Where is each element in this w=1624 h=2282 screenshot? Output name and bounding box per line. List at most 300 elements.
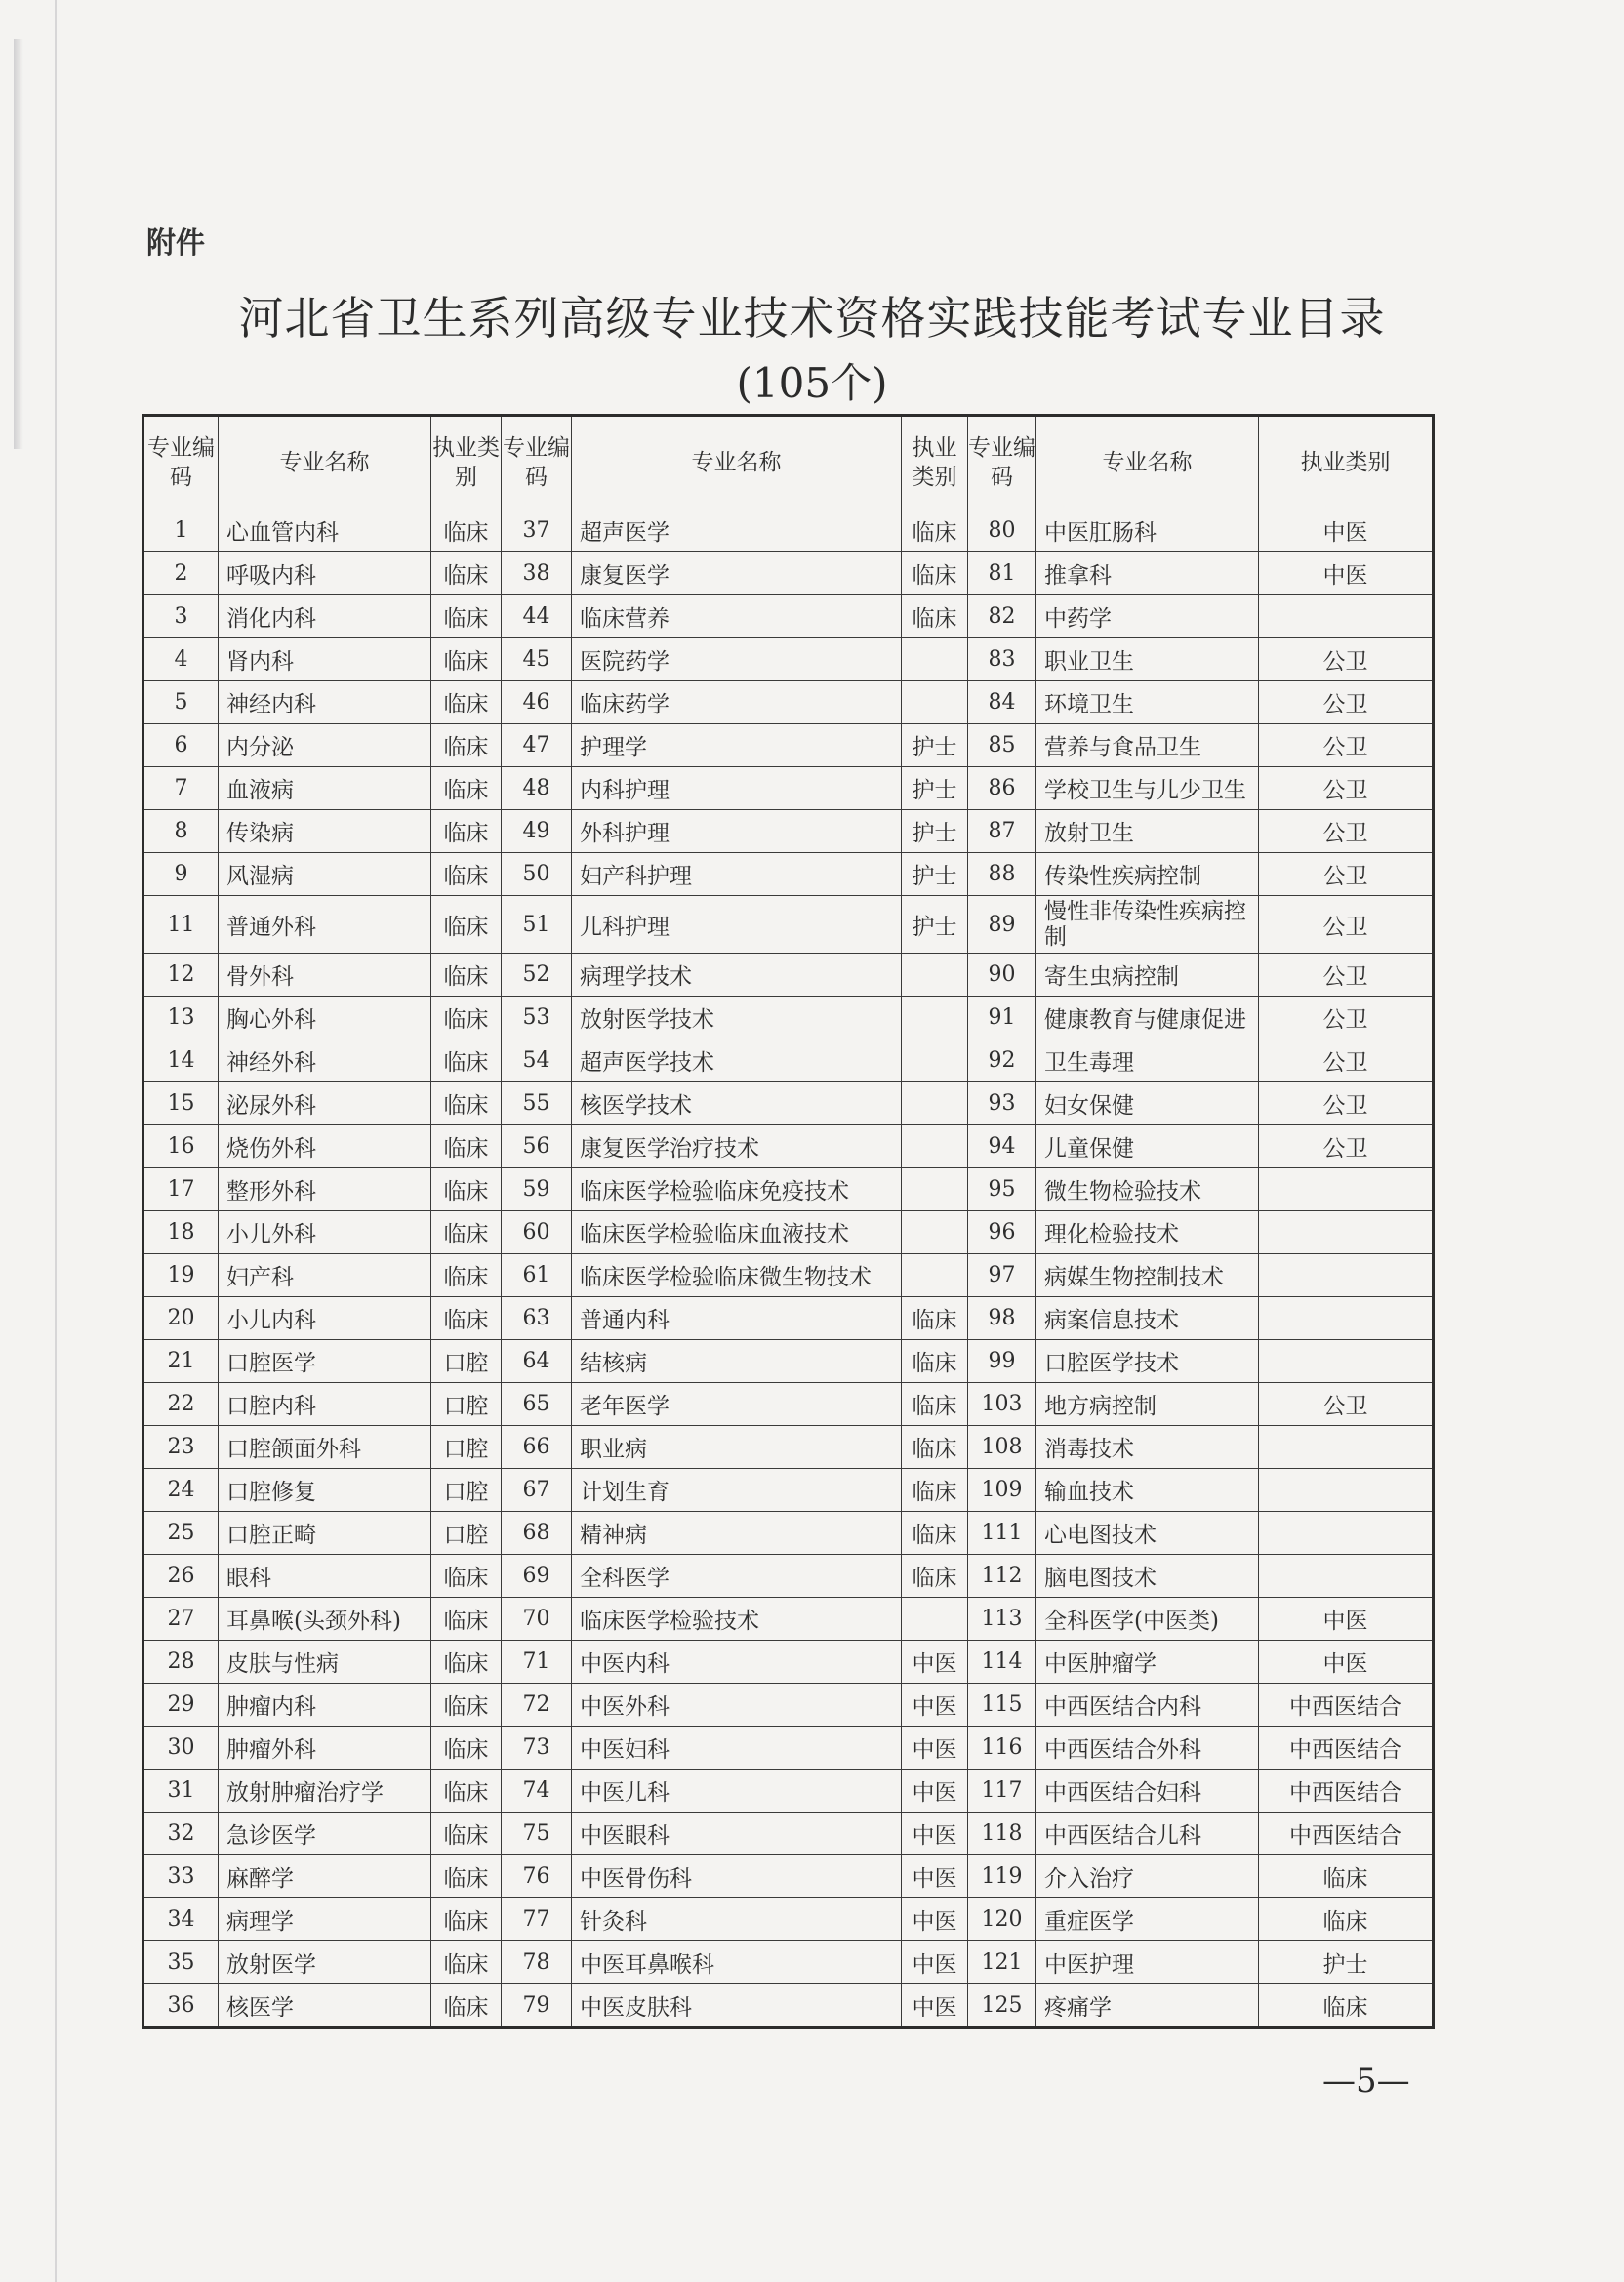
name-cell: 结核病: [572, 1340, 902, 1383]
document-subtitle: (105个): [736, 359, 888, 407]
type-cell: 公卫: [1259, 997, 1434, 1039]
code-cell: 86: [968, 767, 1036, 810]
code-cell: 25: [143, 1512, 219, 1555]
code-cell: 116: [968, 1727, 1036, 1770]
name-cell: 传染性疾病控制: [1036, 853, 1259, 896]
name-cell: 整形外科: [219, 1168, 431, 1211]
code-cell: 66: [502, 1426, 572, 1469]
name-cell: 职业病: [572, 1426, 902, 1469]
name-cell: 病案信息技术: [1036, 1297, 1259, 1340]
name-cell: 推拿科: [1036, 552, 1259, 595]
code-cell: 72: [502, 1684, 572, 1727]
type-cell: 临床: [431, 896, 502, 954]
name-cell: 消化内科: [219, 595, 431, 638]
name-cell: 放射医学技术: [572, 997, 902, 1039]
table-row: [143, 1641, 1434, 1684]
type-cell: 临床: [431, 954, 502, 997]
type-cell: 护士: [1259, 1941, 1434, 1984]
code-cell: 21: [143, 1340, 219, 1383]
type-cell: 中医: [902, 1898, 968, 1941]
name-cell: 中医肿瘤学: [1036, 1641, 1259, 1684]
type-cell: 公卫: [1259, 1082, 1434, 1125]
code-cell: 32: [143, 1813, 219, 1855]
type-cell: 中医: [902, 1813, 968, 1855]
attachment-label: 附件: [146, 226, 205, 261]
code-cell: 74: [502, 1770, 572, 1813]
name-cell: 肿瘤内科: [219, 1684, 431, 1727]
code-cell: 93: [968, 1082, 1036, 1125]
header-code: 专业编码: [143, 416, 219, 509]
type-cell: 临床: [431, 638, 502, 681]
type-cell: 中医: [902, 1727, 968, 1770]
code-cell: 13: [143, 997, 219, 1039]
table-row: [143, 1727, 1434, 1770]
type-cell: 中西医结合: [1259, 1813, 1434, 1855]
type-cell: [1259, 1297, 1434, 1340]
type-cell: [1259, 595, 1434, 638]
name-cell: 妇产科: [219, 1254, 431, 1297]
table-row: [143, 1684, 1434, 1727]
name-cell: 外科护理: [572, 810, 902, 853]
type-cell: 临床: [1259, 1898, 1434, 1941]
name-cell: 康复医学: [572, 552, 902, 595]
table-row: [143, 1512, 1434, 1555]
code-cell: 22: [143, 1383, 219, 1426]
code-cell: 3: [143, 595, 219, 638]
type-cell: [1259, 1254, 1434, 1297]
code-cell: 8: [143, 810, 219, 853]
table-row: [143, 853, 1434, 896]
table-row: [143, 1984, 1434, 2028]
code-cell: 54: [502, 1039, 572, 1082]
name-cell: 内科护理: [572, 767, 902, 810]
code-cell: 23: [143, 1426, 219, 1469]
code-cell: 19: [143, 1254, 219, 1297]
code-cell: 76: [502, 1855, 572, 1898]
type-cell: 临床: [431, 853, 502, 896]
code-cell: 85: [968, 724, 1036, 767]
name-cell: 中西医结合妇科: [1036, 1770, 1259, 1813]
type-cell: 中医: [1259, 1641, 1434, 1684]
code-cell: 61: [502, 1254, 572, 1297]
table-row: [143, 954, 1434, 997]
code-cell: 118: [968, 1813, 1036, 1855]
code-cell: 92: [968, 1039, 1036, 1082]
header-code-2: 专业编码: [502, 416, 572, 509]
name-cell: 呼吸内科: [219, 552, 431, 595]
type-cell: 护士: [902, 724, 968, 767]
code-cell: 51: [502, 896, 572, 954]
type-cell: [902, 1254, 968, 1297]
code-cell: 89: [968, 896, 1036, 954]
type-cell: 护士: [902, 810, 968, 853]
code-cell: 119: [968, 1855, 1036, 1898]
name-cell: 老年医学: [572, 1383, 902, 1426]
name-cell: 疼痛学: [1036, 1984, 1259, 2028]
type-cell: 口腔: [431, 1426, 502, 1469]
type-cell: 公卫: [1259, 638, 1434, 681]
type-cell: [902, 1125, 968, 1168]
code-cell: 9: [143, 853, 219, 896]
name-cell: 环境卫生: [1036, 681, 1259, 724]
name-cell: 肿瘤外科: [219, 1727, 431, 1770]
type-cell: 中医: [902, 1684, 968, 1727]
name-cell: 烧伤外科: [219, 1125, 431, 1168]
header-name: 专业名称: [219, 416, 431, 509]
type-cell: 公卫: [1259, 1039, 1434, 1082]
name-cell: 血液病: [219, 767, 431, 810]
code-cell: 79: [502, 1984, 572, 2028]
code-cell: 95: [968, 1168, 1036, 1211]
name-cell: 微生物检验技术: [1036, 1168, 1259, 1211]
code-cell: 111: [968, 1512, 1036, 1555]
name-cell: 病媒生物控制技术: [1036, 1254, 1259, 1297]
type-cell: 临床: [902, 1469, 968, 1512]
code-cell: 45: [502, 638, 572, 681]
code-cell: 113: [968, 1598, 1036, 1641]
name-cell: 心电图技术: [1036, 1512, 1259, 1555]
type-cell: 公卫: [1259, 1383, 1434, 1426]
type-cell: 护士: [902, 896, 968, 954]
code-cell: 27: [143, 1598, 219, 1641]
name-cell: 急诊医学: [219, 1813, 431, 1855]
name-cell: 放射卫生: [1036, 810, 1259, 853]
name-cell: 胸心外科: [219, 997, 431, 1039]
name-cell: 中医妇科: [572, 1727, 902, 1770]
name-cell: 麻醉学: [219, 1855, 431, 1898]
code-cell: 77: [502, 1898, 572, 1941]
code-cell: 94: [968, 1125, 1036, 1168]
name-cell: 中药学: [1036, 595, 1259, 638]
code-cell: 53: [502, 997, 572, 1039]
code-cell: 30: [143, 1727, 219, 1770]
name-cell: 病理学技术: [572, 954, 902, 997]
name-cell: 骨外科: [219, 954, 431, 997]
name-cell: 儿科护理: [572, 896, 902, 954]
table-row: [143, 681, 1434, 724]
name-cell: 地方病控制: [1036, 1383, 1259, 1426]
name-cell: 介入治疗: [1036, 1855, 1259, 1898]
code-cell: 90: [968, 954, 1036, 997]
type-cell: 中医: [902, 1984, 968, 2028]
table-row: [143, 1340, 1434, 1383]
table-header-row: [143, 416, 1434, 509]
name-cell: 肾内科: [219, 638, 431, 681]
name-cell: 消毒技术: [1036, 1426, 1259, 1469]
code-cell: 52: [502, 954, 572, 997]
type-cell: 口腔: [431, 1512, 502, 1555]
type-cell: 临床: [431, 552, 502, 595]
table-row: [143, 896, 1434, 954]
name-cell: 心血管内科: [219, 509, 431, 552]
header-type: 执业类别: [431, 416, 502, 509]
table-row: [143, 1898, 1434, 1941]
name-cell: 针灸科: [572, 1898, 902, 1941]
code-cell: 17: [143, 1168, 219, 1211]
name-cell: 中医皮肤科: [572, 1984, 902, 2028]
code-cell: 4: [143, 638, 219, 681]
name-cell: 输血技术: [1036, 1469, 1259, 1512]
code-cell: 99: [968, 1340, 1036, 1383]
name-cell: 口腔医学: [219, 1340, 431, 1383]
code-cell: 87: [968, 810, 1036, 853]
name-cell: 寄生虫病控制: [1036, 954, 1259, 997]
code-cell: 69: [502, 1555, 572, 1598]
name-cell: 临床医学检验临床免疫技术: [572, 1168, 902, 1211]
type-cell: 中医: [1259, 552, 1434, 595]
type-cell: 临床: [431, 1898, 502, 1941]
code-cell: 68: [502, 1512, 572, 1555]
name-cell: 职业卫生: [1036, 638, 1259, 681]
type-cell: [902, 681, 968, 724]
code-cell: 82: [968, 595, 1036, 638]
code-cell: 20: [143, 1297, 219, 1340]
table-row: [143, 509, 1434, 552]
name-cell: 口腔内科: [219, 1383, 431, 1426]
table-row: [143, 1426, 1434, 1469]
type-cell: 公卫: [1259, 1125, 1434, 1168]
type-cell: 临床: [902, 552, 968, 595]
code-cell: 1: [143, 509, 219, 552]
name-cell: 理化检验技术: [1036, 1211, 1259, 1254]
name-cell: 耳鼻喉(头颈外科): [219, 1598, 431, 1641]
type-cell: 临床: [431, 1727, 502, 1770]
header-name-2: 专业名称: [572, 416, 902, 509]
type-cell: 临床: [902, 1297, 968, 1340]
name-cell: 神经外科: [219, 1039, 431, 1082]
code-cell: 31: [143, 1770, 219, 1813]
type-cell: [902, 1039, 968, 1082]
name-cell: 口腔修复: [219, 1469, 431, 1512]
type-cell: 护士: [902, 767, 968, 810]
code-cell: 2: [143, 552, 219, 595]
code-cell: 12: [143, 954, 219, 997]
name-cell: 普通内科: [572, 1297, 902, 1340]
type-cell: 临床: [1259, 1984, 1434, 2028]
table-row: [143, 1254, 1434, 1297]
code-cell: 35: [143, 1941, 219, 1984]
code-cell: 7: [143, 767, 219, 810]
type-cell: 临床: [902, 1340, 968, 1383]
type-cell: 公卫: [1259, 853, 1434, 896]
name-cell: 计划生育: [572, 1469, 902, 1512]
name-cell: 超声医学: [572, 509, 902, 552]
table-row: [143, 1125, 1434, 1168]
type-cell: 临床: [902, 1383, 968, 1426]
table-row: [143, 1211, 1434, 1254]
code-cell: 14: [143, 1039, 219, 1082]
code-cell: 114: [968, 1641, 1036, 1684]
table-row: [143, 1469, 1434, 1512]
code-cell: 121: [968, 1941, 1036, 1984]
name-cell: 临床药学: [572, 681, 902, 724]
name-cell: 脑电图技术: [1036, 1555, 1259, 1598]
code-cell: 112: [968, 1555, 1036, 1598]
name-cell: 超声医学技术: [572, 1039, 902, 1082]
code-cell: 115: [968, 1684, 1036, 1727]
code-cell: 75: [502, 1813, 572, 1855]
type-cell: 临床: [431, 1125, 502, 1168]
name-cell: 眼科: [219, 1555, 431, 1598]
name-cell: 临床医学检验临床血液技术: [572, 1211, 902, 1254]
type-cell: 临床: [431, 1684, 502, 1727]
name-cell: 全科医学: [572, 1555, 902, 1598]
type-cell: 临床: [431, 1039, 502, 1082]
code-cell: 29: [143, 1684, 219, 1727]
code-cell: 18: [143, 1211, 219, 1254]
type-cell: [902, 1168, 968, 1211]
code-cell: 78: [502, 1941, 572, 1984]
type-cell: [902, 1598, 968, 1641]
type-cell: [1259, 1469, 1434, 1512]
header-code-3: 专业编码: [968, 416, 1036, 509]
code-cell: 5: [143, 681, 219, 724]
code-cell: 73: [502, 1727, 572, 1770]
name-cell: 全科医学(中医类): [1036, 1598, 1259, 1641]
code-cell: 109: [968, 1469, 1036, 1512]
code-cell: 26: [143, 1555, 219, 1598]
type-cell: 中医: [1259, 1598, 1434, 1641]
type-cell: [1259, 1340, 1434, 1383]
type-cell: 临床: [431, 1855, 502, 1898]
name-cell: 内分泌: [219, 724, 431, 767]
type-cell: 临床: [431, 1211, 502, 1254]
name-cell: 核医学技术: [572, 1082, 902, 1125]
name-cell: 放射肿瘤治疗学: [219, 1770, 431, 1813]
code-cell: 84: [968, 681, 1036, 724]
type-cell: 临床: [431, 767, 502, 810]
type-cell: 临床: [431, 1598, 502, 1641]
name-cell: 普通外科: [219, 896, 431, 954]
table-row: [143, 1941, 1434, 1984]
table-row: [143, 1168, 1434, 1211]
code-cell: 70: [502, 1598, 572, 1641]
name-cell: 口腔颌面外科: [219, 1426, 431, 1469]
name-cell: 护理学: [572, 724, 902, 767]
type-cell: 中医: [1259, 509, 1434, 552]
type-cell: 临床: [431, 997, 502, 1039]
name-cell: 妇产科护理: [572, 853, 902, 896]
table-row: [143, 1770, 1434, 1813]
code-cell: 64: [502, 1340, 572, 1383]
code-cell: 33: [143, 1855, 219, 1898]
name-cell: 口腔医学技术: [1036, 1340, 1259, 1383]
table-row: [143, 638, 1434, 681]
type-cell: [1259, 1168, 1434, 1211]
type-cell: 临床: [902, 1512, 968, 1555]
table-row: [143, 595, 1434, 638]
table-row: [143, 997, 1434, 1039]
code-cell: 46: [502, 681, 572, 724]
specialty-catalog-table: [142, 414, 1435, 2029]
type-cell: 临床: [431, 681, 502, 724]
table-row: [143, 1039, 1434, 1082]
type-cell: 公卫: [1259, 896, 1434, 954]
type-cell: [1259, 1211, 1434, 1254]
name-cell: 中医护理: [1036, 1941, 1259, 1984]
type-cell: 临床: [431, 1168, 502, 1211]
type-cell: 临床: [902, 509, 968, 552]
name-cell: 精神病: [572, 1512, 902, 1555]
name-cell: 中医眼科: [572, 1813, 902, 1855]
type-cell: [902, 997, 968, 1039]
name-cell: 中医肛肠科: [1036, 509, 1259, 552]
table-row: [143, 1855, 1434, 1898]
type-cell: 临床: [431, 1770, 502, 1813]
name-cell: 学校卫生与儿少卫生: [1036, 767, 1259, 810]
type-cell: 临床: [431, 810, 502, 853]
name-cell: 中医内科: [572, 1641, 902, 1684]
type-cell: 临床: [902, 1555, 968, 1598]
type-cell: [1259, 1512, 1434, 1555]
table-row: [143, 1813, 1434, 1855]
type-cell: 护士: [902, 853, 968, 896]
type-cell: 口腔: [431, 1340, 502, 1383]
code-cell: 47: [502, 724, 572, 767]
name-cell: 中西医结合内科: [1036, 1684, 1259, 1727]
type-cell: 中医: [902, 1855, 968, 1898]
name-cell: 临床营养: [572, 595, 902, 638]
type-cell: 临床: [431, 595, 502, 638]
type-cell: 中西医结合: [1259, 1684, 1434, 1727]
name-cell: 慢性非传染性疾病控制: [1036, 896, 1259, 954]
table-row: [143, 1383, 1434, 1426]
name-cell: 卫生毒理: [1036, 1039, 1259, 1082]
code-cell: 16: [143, 1125, 219, 1168]
code-cell: 49: [502, 810, 572, 853]
name-cell: 医院药学: [572, 638, 902, 681]
code-cell: 117: [968, 1770, 1036, 1813]
name-cell: 临床医学检验技术: [572, 1598, 902, 1641]
type-cell: 临床: [431, 1941, 502, 1984]
page-number: —5—: [1322, 2061, 1410, 2100]
type-cell: 中医: [902, 1941, 968, 1984]
name-cell: 皮肤与性病: [219, 1641, 431, 1684]
name-cell: 临床医学检验临床微生物技术: [572, 1254, 902, 1297]
table-row: [143, 724, 1434, 767]
code-cell: 108: [968, 1426, 1036, 1469]
code-cell: 103: [968, 1383, 1036, 1426]
type-cell: [902, 1211, 968, 1254]
type-cell: [1259, 1426, 1434, 1469]
type-cell: 临床: [431, 509, 502, 552]
name-cell: 康复医学治疗技术: [572, 1125, 902, 1168]
code-cell: 67: [502, 1469, 572, 1512]
type-cell: 中西医结合: [1259, 1770, 1434, 1813]
code-cell: 81: [968, 552, 1036, 595]
name-cell: 神经内科: [219, 681, 431, 724]
name-cell: 小儿外科: [219, 1211, 431, 1254]
type-cell: [902, 638, 968, 681]
code-cell: 98: [968, 1297, 1036, 1340]
code-cell: 96: [968, 1211, 1036, 1254]
table-row: [143, 1598, 1434, 1641]
type-cell: 临床: [431, 1641, 502, 1684]
code-cell: 59: [502, 1168, 572, 1211]
code-cell: 38: [502, 552, 572, 595]
table-row: [143, 1297, 1434, 1340]
name-cell: 泌尿外科: [219, 1082, 431, 1125]
type-cell: 中医: [902, 1641, 968, 1684]
name-cell: 健康教育与健康促进: [1036, 997, 1259, 1039]
code-cell: 24: [143, 1469, 219, 1512]
code-cell: 15: [143, 1082, 219, 1125]
type-cell: 临床: [431, 1297, 502, 1340]
code-cell: 56: [502, 1125, 572, 1168]
type-cell: 公卫: [1259, 954, 1434, 997]
name-cell: 放射医学: [219, 1941, 431, 1984]
type-cell: 临床: [1259, 1855, 1434, 1898]
